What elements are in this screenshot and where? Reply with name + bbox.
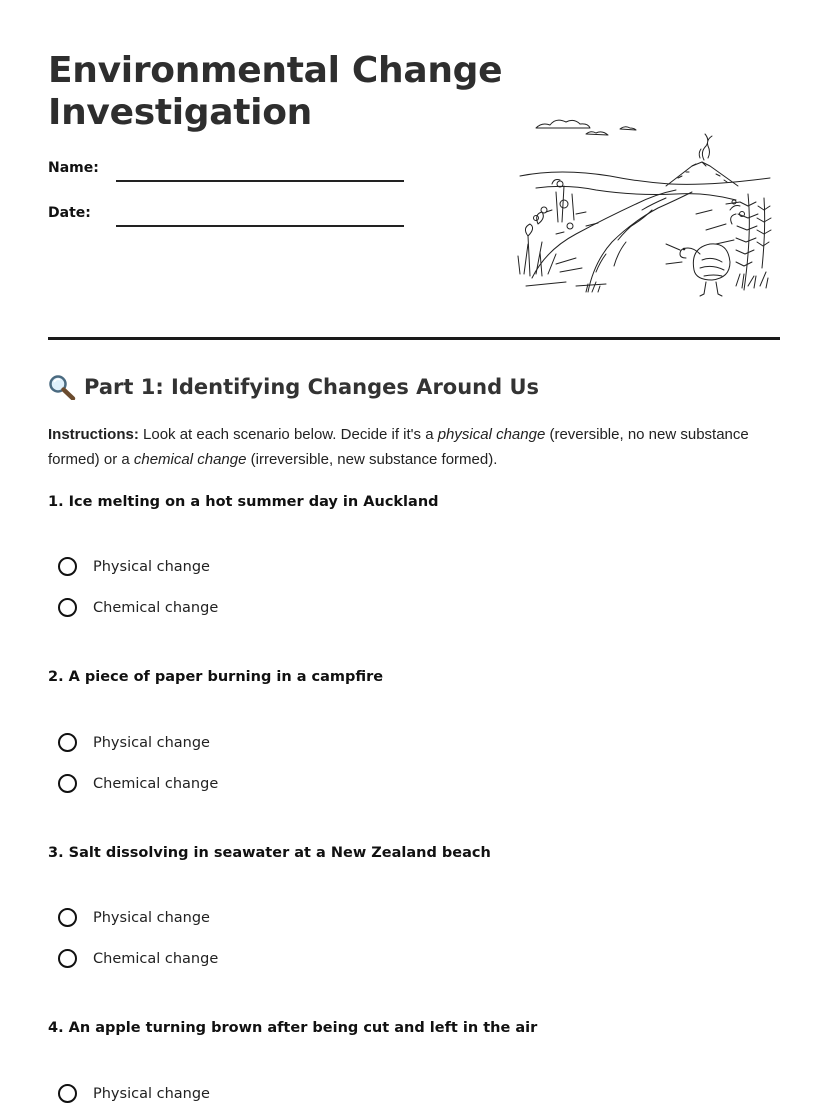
instructions-text: (reversible, no new substance formed) or a — [48, 426, 749, 468]
option-label: Chemical change — [93, 775, 219, 792]
radio-button[interactable] — [58, 733, 77, 752]
instructions-text: Look at each scenario below. Decide if it's a — [138, 426, 438, 443]
question-2: 2. A piece of paper burning in a campfire — [48, 669, 384, 685]
q2-option-chemical[interactable] — [58, 774, 218, 793]
radio-button[interactable] — [58, 598, 77, 617]
part1-title: Part 1: Identifying Changes Around Us — [84, 375, 540, 399]
option-label: Chemical change — [93, 950, 219, 967]
question-4: 4. An apple turning brown after being cut and left in the air — [48, 1020, 538, 1036]
q3-option-chemical[interactable] — [58, 949, 218, 968]
option-label: Chemical change — [93, 599, 219, 616]
instructions — [48, 422, 788, 472]
q3-option-physical[interactable] — [58, 908, 210, 927]
radio-button[interactable] — [58, 557, 77, 576]
part1-heading — [48, 374, 539, 400]
q4-option-physical[interactable] — [58, 1084, 210, 1103]
page-title — [48, 50, 502, 134]
radio-button[interactable] — [58, 774, 77, 793]
name-field[interactable] — [116, 180, 404, 182]
option-label: Physical change — [93, 1085, 210, 1102]
chemical-change-term: chemical change — [133, 451, 247, 468]
q1-option-chemical[interactable] — [58, 598, 218, 617]
q1-option-physical[interactable] — [58, 557, 210, 576]
title-line-1: Environmental Change — [48, 50, 503, 91]
question-3: 3. Salt dissolving in seawater at a New Zealand beach — [48, 845, 491, 861]
title-line-2: Investigation — [48, 92, 312, 133]
option-label: Physical change — [93, 909, 210, 926]
question-1: 1. Ice melting on a hot summer day in Auckland — [48, 494, 439, 510]
name-label: Name: — [48, 160, 99, 176]
date-label: Date: — [48, 205, 91, 221]
instructions-label: Instructions: — [48, 426, 139, 443]
option-label: Physical change — [93, 558, 210, 575]
date-field[interactable] — [116, 225, 404, 227]
option-label: Physical change — [93, 734, 210, 751]
magnifying-glass-icon — [48, 374, 76, 400]
landscape-illustration — [516, 114, 776, 300]
radio-button[interactable] — [58, 1084, 77, 1103]
radio-button[interactable] — [58, 949, 77, 968]
physical-change-term: physical change — [437, 426, 546, 443]
section-divider — [48, 337, 780, 340]
radio-button[interactable] — [58, 908, 77, 927]
instructions-text: (irreversible, new substance formed). — [246, 451, 498, 468]
q2-option-physical[interactable] — [58, 733, 210, 752]
